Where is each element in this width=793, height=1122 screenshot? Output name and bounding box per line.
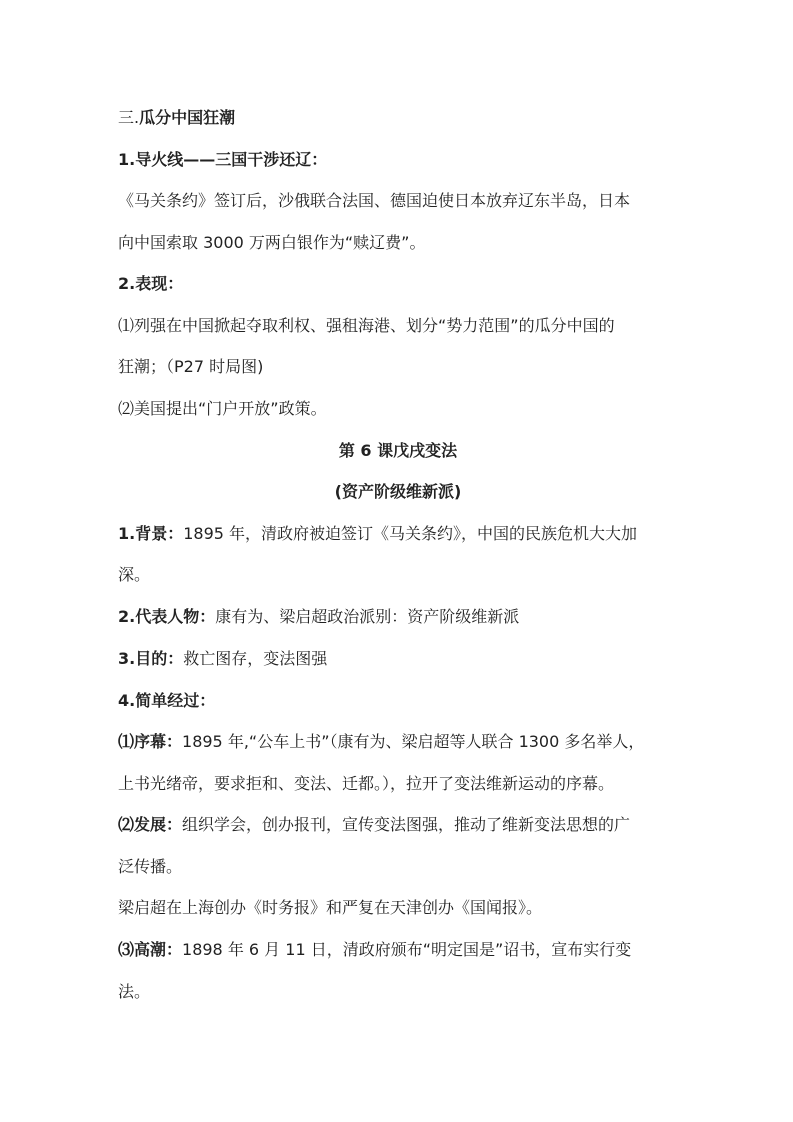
point-process	[118, 691, 678, 711]
process-climax	[118, 940, 678, 960]
process-text: 组织学会，创办报刊，宣传变法图强，推动了维新变法思想的广	[182, 815, 631, 834]
process-development	[118, 815, 678, 835]
s1-line: 《马关条约》签订后，沙俄联合法国、德国迫使日本放弃辽东半岛，日本	[118, 191, 631, 210]
section-title	[118, 108, 678, 128]
process-climax-cont: 法。	[118, 982, 151, 1001]
point-figures	[118, 607, 678, 627]
s1-heading-text: 1.导火线——三国干涉还辽：	[118, 150, 328, 169]
process-label: ⑶高潮：	[118, 940, 183, 959]
process-prelude-cont: 上书光绪帝，要求拒和、变法、迁都。），拉开了变法维新运动的序幕。	[118, 774, 615, 793]
s2-item: 狂潮；（P27 时局图)	[118, 357, 264, 376]
point-label: 4.简单经过：	[118, 691, 216, 710]
process-prelude	[118, 732, 678, 752]
point-label: 2.代表人物：	[118, 607, 216, 626]
s2-item: ⑵美国提出“门户开放”政策。	[118, 399, 327, 418]
point-text: 1895 年，清政府被迫签订《马关条约》，中国的民族危机大大加	[183, 524, 638, 543]
point-text: 康有为、梁启超政治派别：资产阶级维新派	[215, 607, 520, 626]
process-label: ⑵发展：	[118, 815, 183, 834]
point-background	[118, 524, 678, 544]
point-label: 3.目的：	[118, 649, 184, 668]
s1-line: 向中国索取 3000 万两白银作为“赎辽费”。	[118, 233, 426, 252]
s1-heading	[118, 150, 678, 170]
s2-item: ⑴列强在中国掀起夺取利权、强租海港、划分“势力范围”的瓜分中国的	[118, 316, 615, 335]
s2-heading	[118, 274, 678, 294]
section-number: 三.	[118, 108, 140, 127]
point-purpose	[118, 649, 678, 669]
lesson-title-text: 第 6 课戊戌变法	[338, 441, 458, 460]
lesson-subtitle-text: (资产阶级维新派)	[334, 482, 462, 501]
point-background-cont: 深。	[118, 565, 151, 584]
point-label: 1.背景：	[118, 524, 184, 543]
s2-heading-text: 2.表现：	[118, 274, 184, 293]
process-label: ⑴序幕：	[118, 732, 183, 751]
lesson-subtitle	[118, 482, 678, 502]
section-title-text: 瓜分中国狂潮	[139, 108, 236, 127]
lesson-title	[118, 441, 678, 461]
process-text: 1898 年 6 月 11 日，清政府颁布“明定国是”诏书，宣布实行变	[182, 940, 632, 959]
process-note: 梁启超在上海创办《时务报》和严复在天津创办《国闻报》。	[118, 898, 543, 917]
process-text: 1895 年,“公车上书”（康有为、梁启超等人联合 1300 多名举人，	[182, 732, 645, 751]
process-development-cont: 泛传播。	[118, 857, 183, 876]
point-text: 救亡图存，变法图强	[183, 649, 328, 668]
